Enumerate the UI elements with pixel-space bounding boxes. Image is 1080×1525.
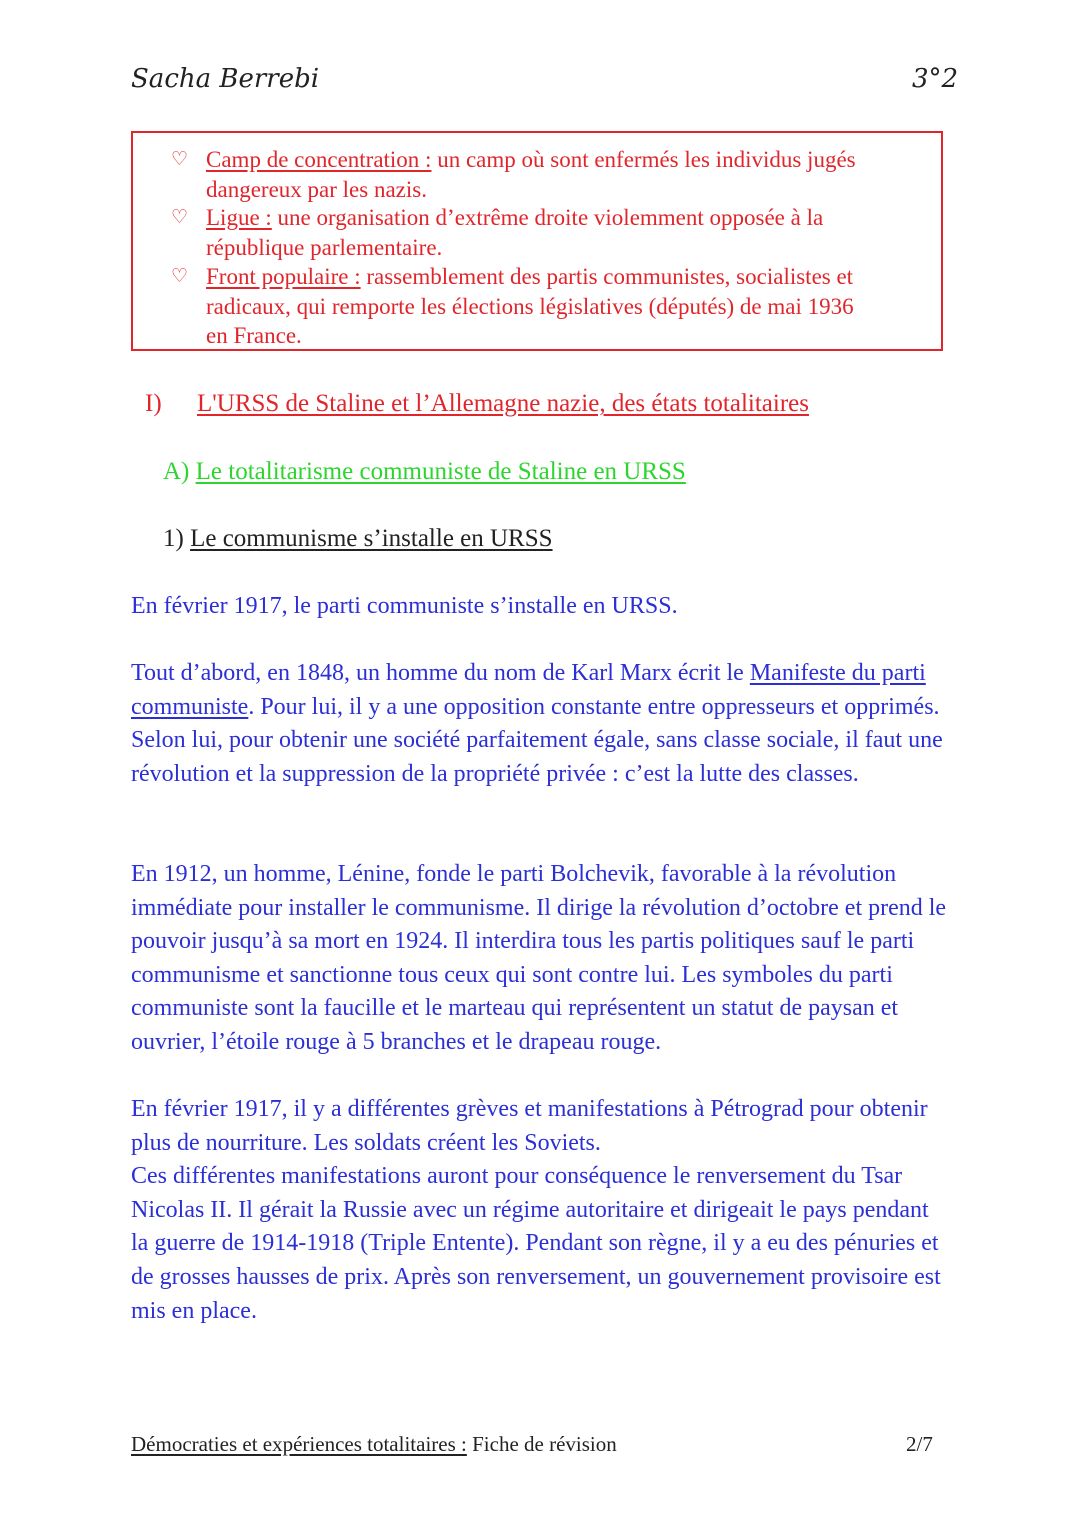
manifesto-link[interactable]: Manifeste du parti communiste <box>131 660 926 720</box>
subsubsection-heading <box>163 525 553 553</box>
footer-title: Démocraties et expériences totalitaires : <box>131 1432 467 1456</box>
heart-icon: ♡ <box>171 206 189 228</box>
definition-text: un camp où sont enfermés les individus jugés <box>431 147 856 172</box>
paragraph <box>131 1093 951 1328</box>
page-number: 2/7 <box>906 1432 933 1456</box>
definition-term: Front populaire : <box>206 264 361 289</box>
class-label: 3°2 <box>912 64 959 94</box>
paragraph-text: . Pour lui, il y a une opposition constante entre oppresseurs et opprimés. Selon lui, pour obtenir une société parfaitement égale, sans classe sociale, il faut une révolution et la suppression de la propriété privée : c’est la lutte des classes. <box>131 693 943 787</box>
section-title: L'URSS de Staline et l’Allemagne nazie, des états totalitaires <box>197 390 809 417</box>
paragraph-text: Tout d’abord, en 1848, un homme du nom de Karl Marx écrit le <box>131 660 750 686</box>
subsection-label: A) <box>163 458 196 485</box>
definition-term: Camp de concentration : <box>206 147 432 172</box>
definition-text: une organisation d’extrême droite violemment opposée à la <box>271 205 824 230</box>
author-name: Sacha Berrebi <box>131 64 320 94</box>
paragraph: En 1912, un homme, Lénine, fonde le parti Bolchevik, favorable à la révolution immédiate pour installer le communisme. Il dirige la révolution d’octobre et prend le pouvoir jusqu’à sa mort en 1924. Il interdira tous les partis politiques sauf le parti communisme et sanctionne tous ceux qui sont contre lui. Les symboles du parti communiste sont la faucille et le marteau qui représentent un statut de paysan et ouvrier, l’étoile rouge à 5 branches et le drapeau rouge. <box>131 861 947 1055</box>
definition-text: rassemblement des partis communistes, socialistes et <box>360 264 854 289</box>
paragraph-text: Ces différentes manifestations auront pour conséquence le renversement du Tsar Nicolas II. Il gérait la Russie avec un régime autoritaire et dirigeait le pays pendant la guerre de 1914-1918 (Triple Entente). Pendant son règne, il y a eu des pénuries et de grosses hausses de prix. Après son renversement, un gouvernement provisoire est mis en place. <box>131 1163 941 1324</box>
paragraph: En février 1917, le parti communiste s’installe en URSS. <box>131 593 678 619</box>
definition-term: Ligue : <box>206 205 272 230</box>
footer <box>131 1432 617 1457</box>
subsection-title: Le totalitarisme communiste de Staline en URSS <box>195 458 686 485</box>
subsubsection-title: Le communisme s’installe en URSS <box>190 525 553 552</box>
paragraph <box>131 657 951 791</box>
section-number: I) <box>145 390 162 417</box>
heart-icon: ♡ <box>171 265 189 287</box>
subsubsection-label: 1) <box>163 525 191 552</box>
definitions-box <box>131 131 943 351</box>
definition-text: radicaux, qui remporte les élections législatives (députés) de mai 1936 <box>206 293 854 319</box>
paragraph-text: En février 1917, il y a différentes grèves et manifestations à Pétrograd pour obtenir plus de nourriture. Les soldats créent les Soviets. <box>131 1096 928 1156</box>
subsection-heading <box>163 458 686 486</box>
definition-text: en France. <box>206 323 302 348</box>
footer-subtitle: Fiche de révision <box>466 1432 617 1456</box>
definition-text: république parlementaire. <box>206 234 443 260</box>
definition-text: dangereux par les nazis. <box>206 176 427 202</box>
heart-icon: ♡ <box>171 148 189 170</box>
